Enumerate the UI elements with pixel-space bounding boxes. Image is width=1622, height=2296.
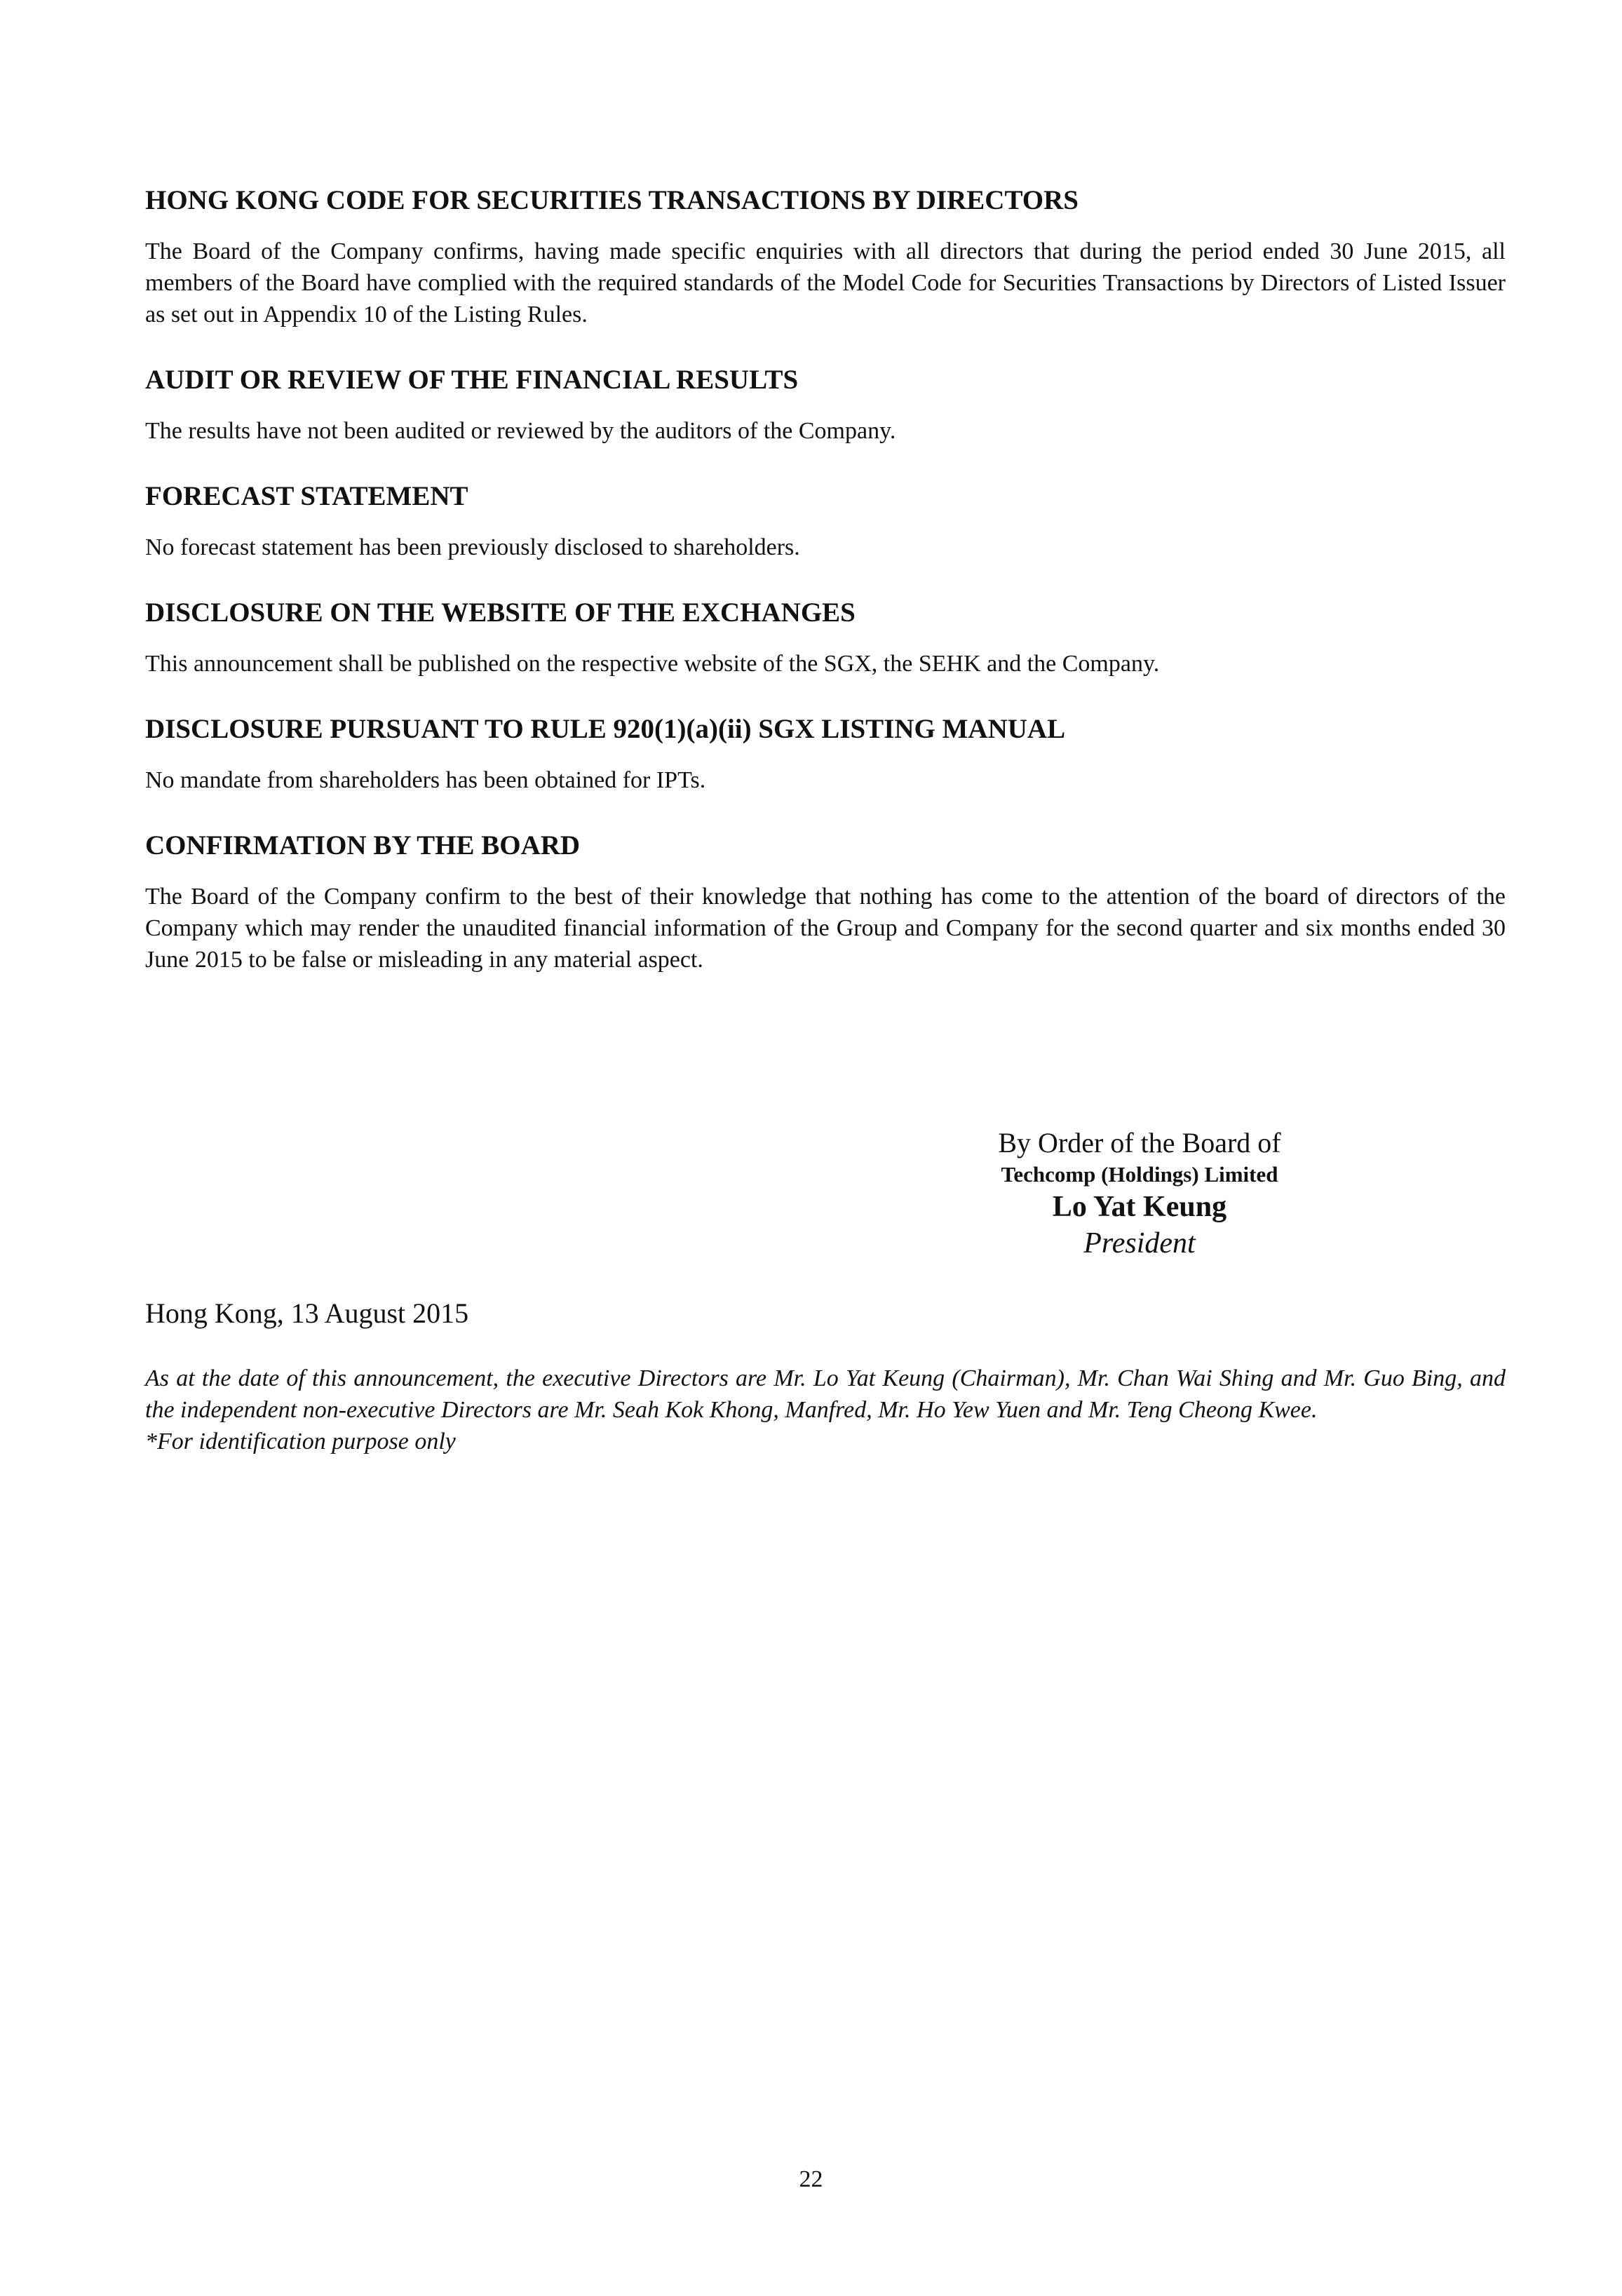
section-rule-920-disclosure xyxy=(145,713,1506,796)
document-body xyxy=(145,184,1506,975)
section-paragraph: The Board of the Company confirms, having made specific enquiries with all directors that during the period ended 30 June 2015, all members of the Board have complied with the required standards of the Model Code for Securities Transactions by Directors of Listed Issuer as set out in Appendix 10 of the Listing Rules. xyxy=(145,238,1506,327)
page-number: 22 xyxy=(799,2166,823,2192)
identification-note: *For identification purpose only xyxy=(145,1429,456,1454)
signature-company: Techcomp (Holdings) Limited xyxy=(1001,1162,1278,1187)
section-audit-review xyxy=(145,363,1506,447)
section-securities-transactions xyxy=(145,184,1506,330)
section-paragraph: The results have not been audited or reviewed by the auditors of the Company. xyxy=(145,418,896,444)
section-heading: DISCLOSURE PURSUANT TO RULE 920(1)(a)(ii) SGX LISTING MANUAL xyxy=(145,714,1066,744)
section-website-disclosure xyxy=(145,596,1506,680)
place-and-date: Hong Kong, 13 August 2015 xyxy=(145,1297,469,1329)
section-forecast-statement xyxy=(145,480,1506,563)
signature-block xyxy=(912,1126,1367,1262)
section-paragraph: This announcement shall be published on the respective website of the SGX, the SEHK and the Company. xyxy=(145,651,1160,677)
signatory-name: Lo Yat Keung xyxy=(1052,1191,1227,1223)
signatory-title: President xyxy=(1083,1227,1196,1260)
section-heading: DISCLOSURE ON THE WEBSITE OF THE EXCHANGES xyxy=(145,597,856,628)
section-board-confirmation xyxy=(145,829,1506,975)
signature-order-line: By Order of the Board of xyxy=(998,1127,1281,1159)
section-paragraph: The Board of the Company confirm to the best of their knowledge that nothing has come to the attention of the board of directors of the Company which may render the unaudited financial information of the Group and Company for the second quarter and six months ended 30 June 2015 to be false or misleading in any material aspect. xyxy=(145,884,1506,973)
section-paragraph: No mandate from shareholders has been obtained for IPTs. xyxy=(145,767,706,793)
section-paragraph: No forecast statement has been previously disclosed to shareholders. xyxy=(145,534,800,560)
section-heading: CONFIRMATION BY THE BOARD xyxy=(145,830,581,860)
section-heading: AUDIT OR REVIEW OF THE FINANCIAL RESULTS xyxy=(145,365,799,395)
directors-footnote xyxy=(145,1363,1506,1457)
section-heading: FORECAST STATEMENT xyxy=(145,481,468,511)
directors-statement: As at the date of this announcement, the executive Directors are Mr. Lo Yat Keung (Chairman), Mr. Chan Wai Shing and Mr. Guo Bing, and the independent non-executive Directors are Mr. Seah Kok Khong, Manfred, Mr. Ho Yew Yuen and Mr. Teng Cheong Kwee. xyxy=(145,1365,1506,1423)
section-heading: HONG KONG CODE FOR SECURITIES TRANSACTIONS BY DIRECTORS xyxy=(145,185,1079,215)
